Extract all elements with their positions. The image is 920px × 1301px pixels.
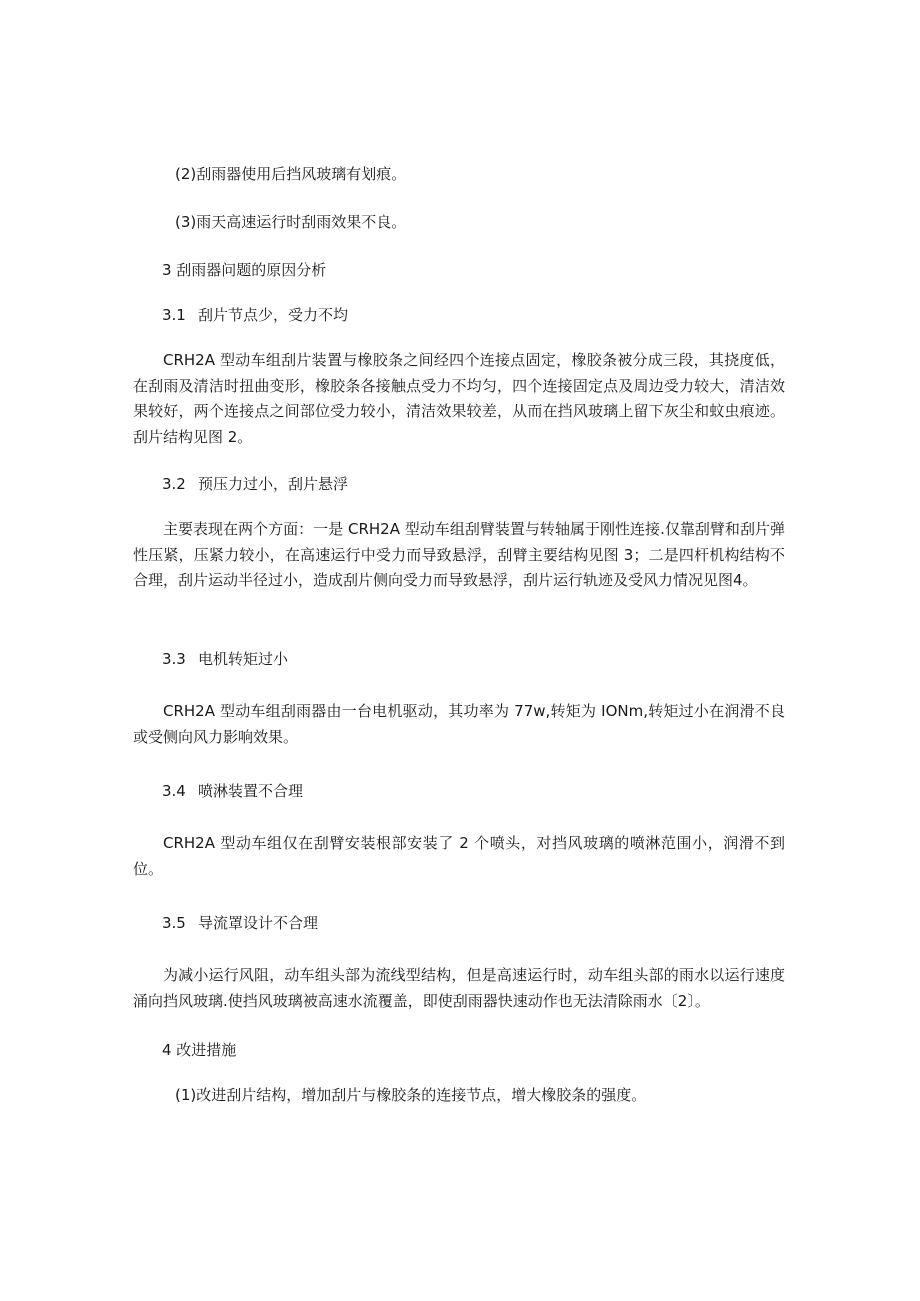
subheading-title: 导流罩设计不合理 [198, 914, 319, 932]
subheading-3-3 [162, 649, 288, 669]
subheading-number: 3.3 [162, 650, 186, 668]
list-item-3: (3)雨天高速运行时刮雨效果不良。 [175, 213, 407, 231]
subheading-number: 3.5 [162, 914, 186, 932]
subheading-title: 刮片节点少，受力不均 [198, 306, 349, 324]
subheading-title: 喷淋装置不合理 [198, 782, 304, 800]
list-item-2: (2)刮雨器使用后挡风玻璃有划痕。 [175, 165, 407, 183]
subheading-number: 3.2 [162, 475, 186, 493]
section-heading-4: 4 改进措施 [162, 1041, 237, 1059]
paragraph-3-4: CRH2A 型动车组仅在刮臂安装根部安装了 2 个喷头，对挡风玻璃的喷淋范围小，润滑不到位。 [133, 834, 785, 878]
paragraph-3-1: CRH2A 型动车组刮片装置与橡胶条之间经四个连接点固定，橡胶条被分成三段，其挠度低，在刮雨及清洁时扭曲变形，橡胶条各接触点受力不均匀，四个连接固定点及周边受力较大，清洁效果较好，两个连接点之间部位受力较小，清洁效果较差，从而在挡风玻璃上留下灰尘和蚊虫痕迹。刮片结构见图 2。 [133, 351, 785, 446]
subheading-title: 预压力过小，刮片悬浮 [198, 475, 349, 493]
paragraph-3-2: 主要表现在两个方面：一是 CRH2A 型动车组刮臂装置与转轴属于刚性连接.仅靠刮臂和刮片弹性压紧，压紧力较小，在高速运行中受力而导致悬浮，刮臂主要结构见图 3；二是四杆机构结构不合理，刮片运动半径过小，造成刮片侧向受力而导致悬浮，刮片运行轨迹及受风力情况见图4。 [133, 520, 785, 589]
section-heading-3: 3 刮雨器问题的原因分析 [162, 261, 327, 279]
subheading-3-5 [162, 913, 318, 933]
subheading-3-1 [162, 305, 348, 325]
subheading-3-4 [162, 781, 303, 801]
subheading-number: 3.4 [162, 782, 186, 800]
subheading-3-2 [162, 474, 348, 494]
subheading-title: 电机转矩过小 [198, 650, 289, 668]
paragraph-3-5: 为减小运行风阻，动车组头部为流线型结构，但是高速运行时，动车组头部的雨水以运行速度涌向挡风玻璃.使挡风玻璃被高速水流覆盖，即使刮雨器快速动作也无法清除雨水〔2〕。 [133, 966, 785, 1010]
list-item-1: (1)改进刮片结构，增加刮片与橡胶条的连接节点，增大橡胶条的强度。 [175, 1086, 647, 1104]
subheading-number: 3.1 [162, 306, 186, 324]
paragraph-3-3: CRH2A 型动车组刮雨器由一台电机驱动，其功率为 77w,转矩为 IONm,转矩过小在润滑不良或受侧向风力影响效果。 [133, 702, 785, 746]
